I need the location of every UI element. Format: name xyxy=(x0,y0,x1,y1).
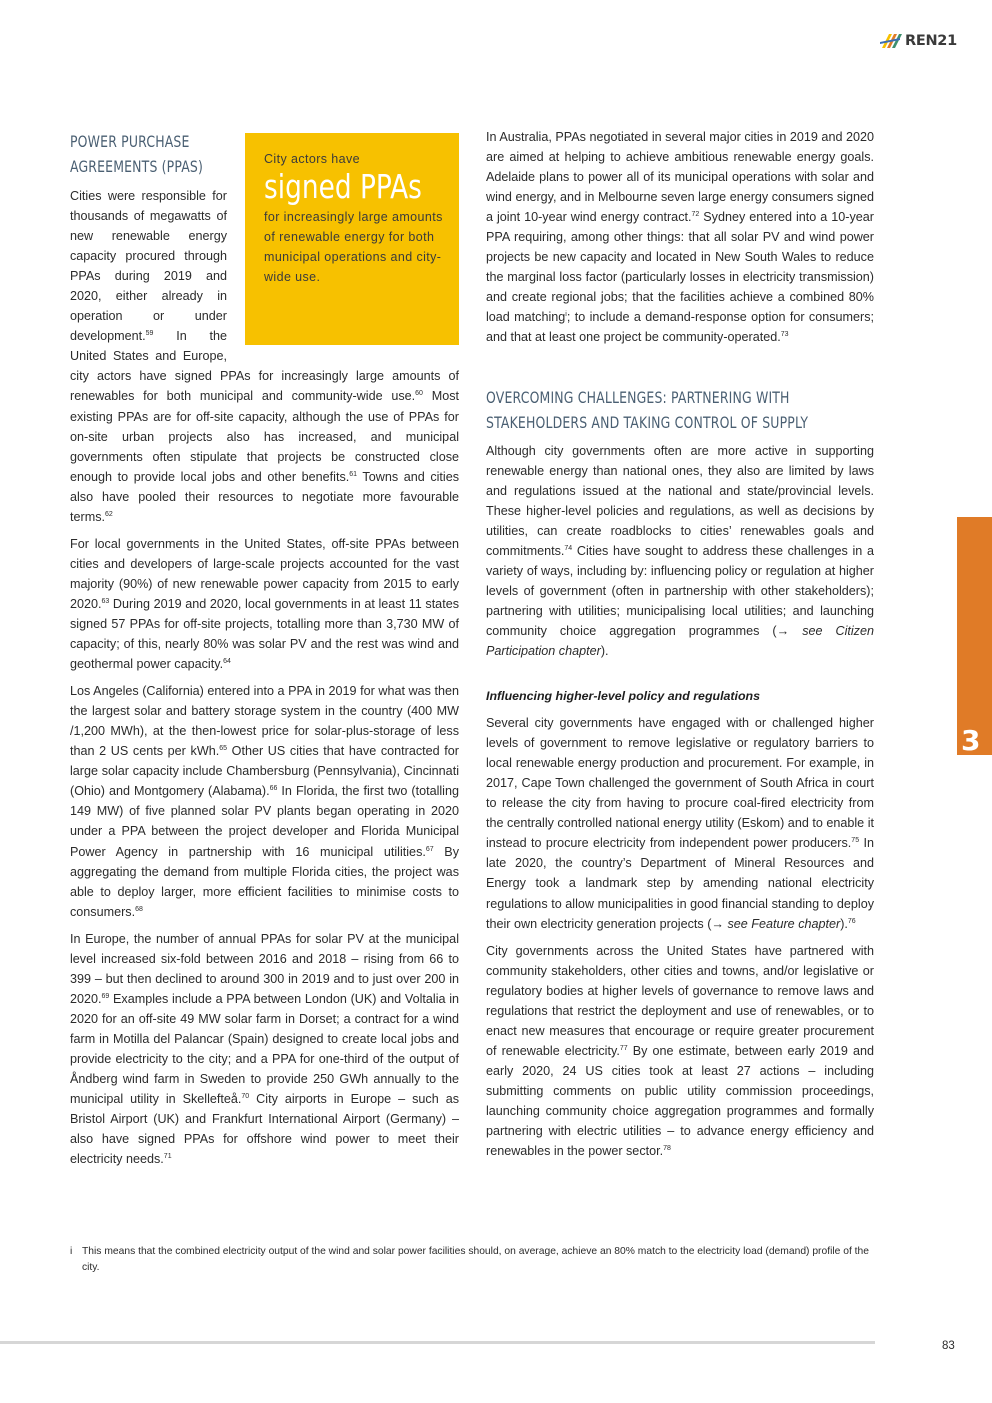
challenges-heading xyxy=(486,385,809,435)
footer-divider xyxy=(0,1341,875,1344)
ppa-paragraph-4: In Europe, the number of annual PPAs for solar PV at the municipal level increased six-fold between 2016 and 2018 – rising from 66 to 399 – but then declined to around 300 in 2019 and to just over 200 in 2020.69 Examples include a PPA between London (UK) and Voltalia in 2020 for an off-site 49 MW solar farm in Dorset; a contract for a wind farm in Motilla del Palancar (Spain) designed to create local jobs and provide electricity to the city; and a PPA for one-third of the output of Åndberg wind farm in Sweden to provide 250 GWh annually to the municipal utility in Skellefteå.$^{70}$ City airports in Europe – such as Bristol Airport (UK) and Frankfurt International Airport (Germany) – also have signed PPAs for offshore wind power to meet their electricity needs.$^{71}$ xyxy=(70,931,459,1167)
logo-text: REN21 xyxy=(905,33,957,49)
page-number: 83 xyxy=(942,1340,955,1352)
chapter-number: 3 xyxy=(961,724,981,757)
callout-box xyxy=(245,133,459,345)
citizen-participation-link[interactable]: → see Citizen Participation chapter xyxy=(486,623,874,658)
ppa-paragraph-3: Los Angeles (California) entered into a PPA in 2019 for what was then the largest solar and battery storage system in the country (400 MW /1,200 MWh), at the then-lowest price for solar-plus-storage of less than 2 US cents per kWh.$^{65}$ Other US cities that have contracted for large solar capacity include Chambersburg (Pennsylvania), Cincinnati (Ohio) and Montgomery (Alabama).$^{66}$ In Florida, the first two (totalling 149 MW) of five planned solar PV plants began operating in 2020 under a PPA between the project developer and Florida Municipal Power Agency in partnership with 16 municipal utilities.$^{67}$ By aggregating the demand from multiple Florida cities, the project was able to deploy larger, more efficient facilities to minimise costs to consumers.$^{68}$ xyxy=(70,684,460,919)
challenges-heading-line2: STAKEHOLDERS AND TAKING CONTROL OF SUPPLY xyxy=(486,412,809,432)
footnote-text: This means that the combined electricity output of the wind and solar power facilities should, on average, achieve an 80% match to the electricity load (demand) profile of the city. xyxy=(82,1246,869,1273)
policy-subheading: Influencing higher-level policy and regulations xyxy=(486,689,761,704)
challenges-paragraph-3: City governments across the United States have partnered with community stakeholders, other cities and towns, and/or legislative or regulatory bodies at higher levels of governance to remove laws and regulations that restrict the deployment and use of renewables, or to enact new measures that encourage or require greater procurement of renewable electricity.$^{77}$ By one estimate, between early 2019 and early 2020, 24 US cities took at least 27 actions – including submitting comments on public utility commission proceedings, launching community choice aggregation programmes and formally partnering with electric utilities – to advance energy efficiency and renewables in the power sector.$^{78}$ xyxy=(486,943,874,1159)
ren21-logo-icon xyxy=(880,32,902,50)
ppa-heading-line2: AGREEMENTS (PPAS) xyxy=(70,157,204,176)
ppa-paragraph-2: For local governments in the United States, off-site PPAs between cities and developers of large-scale projects accounted for the vast majority (90%) of new renewable power capacity from 2015 to early 2020.63 During 2019 and 2020, local governments in at least 11 states signed 57 PPAs for off-site projects, totalling more than 3,730 MW of capacity; of this, nearly 80% was solar PV and the rest was wind and geothermal power capacity.$^{64}$ xyxy=(70,536,459,672)
footnote xyxy=(70,1244,870,1275)
callout-body: for increasingly large amounts of renewable energy for both municipal operations and city-wide use. xyxy=(264,210,443,284)
right-column xyxy=(486,127,874,1168)
challenges-paragraph-1: Although city governments often are more active in supporting renewable energy than national ones, they also are limited by laws and regulations issued at the national and state/provincial levels. These higher-level policies and regulations, as well as decisions by utilities, can create roadblocks to cities’ renewables goals and commitments.$^{74}$ Cities have sought to address these challenges in a variety of ways, including by: influencing policy or regulation at higher levels of government (often in partnership with other stakeholders); partnering with utilities; municipalising local utilities; and launching community choice aggregation programmes (→ see Citizen Participation chapter). xyxy=(486,443,874,658)
chapter-tab xyxy=(957,517,992,755)
australia-paragraph: In Australia, PPAs negotiated in several major cities in 2019 and 2020 are aimed at helping to achieve ambitious renewable energy goals. Adelaide plans to power all of its municipal operations with solar and wind energy, and in Melbourne seven large energy consumers signed a joint 10-year wind energy contract.$^{72}$ Sydney entered into a 10-year PPA requiring, among other things: that all solar PV and wind power projects be new capacity and located in New South Wales to reduce the marginal loss factor (particularly losses in electricity transmission) and create regional jobs; that the facilities achieve a combined 80% load matching$^i$; to include a demand-response option for consumers; and that at least one project be community-operated.$^{73}$ xyxy=(486,130,874,345)
footnote-mark: i xyxy=(70,1246,73,1257)
ppa-heading-line1: POWER PURCHASE xyxy=(70,132,190,151)
feature-chapter-link[interactable]: → see Feature chapter xyxy=(711,916,841,931)
challenges-paragraph-2: Several city governments have engaged with or challenged higher levels of government to remove legislative or regulatory barriers to local renewable energy production and procurement. For example, in 2017, Cape Town challenged the government of South Africa in court to release the city from having to procure coal-fired electricity from the centrally controlled national energy utility (Eskom) and to enable it instead to procure electricity from independent power producers.$^{75}$ In late 2020, the country’s Department of Mineral Resources and Energy took a landmark step by amending national electricity regulations to allow municipalities in good financial standing to deploy their own electricity generation projects (→ see Feature chapter).$^{76}$ xyxy=(486,716,874,931)
ppa-paragraph-1: Cities were responsible for thousands of megawatts of new renewable energy capacity procured through PPAs during 2019 and 2020, either already in operation or under development.$^{59}$ In the United States and Europe, city actors have signed PPAs for increasingly large amounts of renewables for both municipal and community-wide use.$^{60}$ Most existing PPAs are for off-site capacity, although the use of PPAs for on-site urban projects also has increased, and municipal governments often stipulate that projects be constructed close enough to provide local jobs and other benefits.$^{61}$ Towns and cities also have pooled their resources to negotiate more favourable terms.$^{62}$ xyxy=(70,189,460,524)
callout-highlight: signed PPAs xyxy=(264,167,422,206)
callout-line1: City actors have xyxy=(264,152,361,166)
ren21-logo xyxy=(880,31,962,51)
challenges-heading-line1: OVERCOMING CHALLENGES: PARTNERING WITH xyxy=(486,387,790,407)
